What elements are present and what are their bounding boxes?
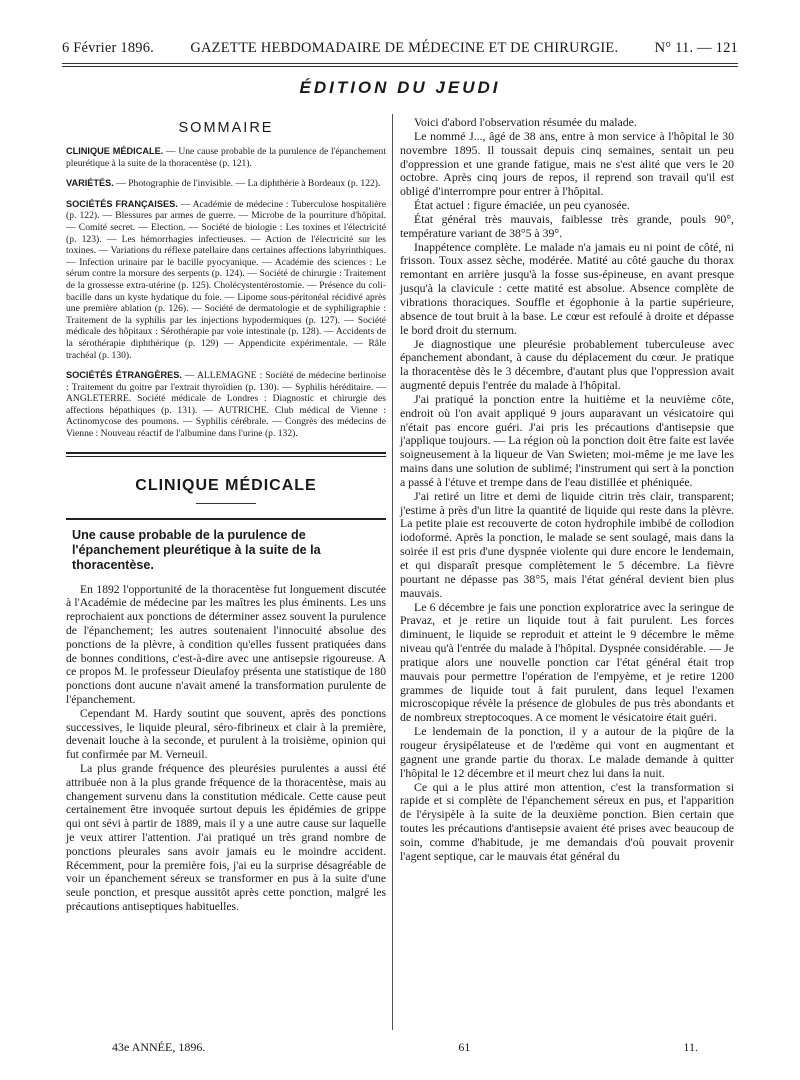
header-rule-top [62,63,738,64]
header-date: 6 Février 1896. [62,40,154,56]
header-rule-bottom [62,66,738,67]
footer-page-number: 61 [458,1040,471,1054]
page-footer [62,1040,738,1055]
header-journal-title: GAZETTE HEBDOMADAIRE DE MÉDECINE ET DE CHIRURGIE. [190,40,619,56]
body-paragraph: Ce qui a le plus attiré mon attention, c'est la transformation si rapide et si complète de l'épanchement séreux en pus, et l'apparition de l'érysipèle à la suite de la deuxième ponction. Bien certain que toutes les précautions d'antisepsie avaient été prises avec beaucoup de soin, comme d'habitude, je me demandais d'où pouvait provenir l'agent septique, car le mauvais état général du [400,779,734,863]
header-page-ref: N° 11. — 121 [654,40,738,56]
sommaire-entry [66,199,386,361]
sommaire-entry [66,370,386,440]
sommaire-entry [66,178,386,190]
sommaire-entry-text: — Académie de médecine : Tuberculose hospitalière (p. 122). — Blessures par armes de guerre. — Microbe de la pourriture d'hôpital. — Comité secret. — Election. — Société de biologie : Les toxines et l'électricité (p. 123). — Les hémorrhagies infectieuses. — Action de l'électricité sur les toxines. — Variations du réflexe patellaire dans certaines affections labyrinthiques. — Infection urinaire par le bacille pyocyanique. — Académie des sciences : Le sérum contre la morsure des serpents (p. 124). — Société de chirurgie : Traitement de la grossesse extra-utérine (p. 125). Cholécystentérostomie. — Présence du coli-bacille dans un kyste hydatique du foie. — Lipome sous-péritonéal récidivé après une première ablation (p. 126). — Société de dermatologie et de syphiligraphie : Traitement de la syphilis par les injections hypodermiques (p. 127). — Société médicale des hôpitaux : Sérothérapie par voie intestinale (p. 128). — Accidents de la sérothérapie diphthérique (p. 129) — Appendicite expérimentale. — Râle trachéal (p. 130). [66,198,386,361]
body-paragraph: J'ai retiré un litre et demi de liquide citrin très clair, transparent; j'estime à près d'un litre la quantité de liquide qui reste dans la plèvre. La petite plaie est recouverte de coton hydrophile imbibé de collodion iodoformé. Après la ponction, le malade se sent soulagé, mais dans la soirée il est pris d'une dyspnée violente qui dure encore le lendemain, et qui disparaît presque complètement le 5 décembre. La fièvre pourtant ne dépasse pas 38°5, mais l'état général devient bien plus mauvais. [400,488,734,600]
right-column [400,116,734,864]
body-paragraph: Le lendemain de la ponction, il y a autour de la piqûre de la rougeur érysipélateuse et de l'œdème qui vont en augmentant et gagnent une grande partie du thorax. Le malade demande à quitter l'hôpital le 12 décembre et il meurt chez lui dans la nuit. [400,724,734,780]
running-header [62,40,738,60]
body-paragraph: Le nommé J..., âgé de 38 ans, entre à mon service à l'hôpital le 30 novembre 1895. Il toussait depuis cinq semaines, sentait un peu d'oppression et une grande fatigue, mais ne s'est alité que vers le 20 octobre. Après cinq jours de repos, il reprend son travail qu'il est obligé d'interrompre pour entrer à l'hôpital. [400,128,734,199]
sommaire-entry-head: SOCIÉTÉS ÉTRANGÈRES. [66,370,182,381]
body-paragraph: Cependant M. Hardy soutint que souvent, après des ponctions successives, le liquide pleural, séro-fibrineux et clair à la première, devenait louche à la seconde, et purulent à la troisième, opinion qui fut confirmée par M. Verneuil. [66,706,386,762]
ornament-rule [196,503,256,504]
sommaire-entry-text: — ALLEMAGNE : Société de médecine berlinoise : Traitement du goitre par l'extrait thyroïdien (p. 130). — Syphilis héréditaire. — ANGLETERRE. Société médicale de Londres : Diagnostic et chirurgie des affections hépathiques (p. 131). — AUTRICHE. Club médical de Vienne : Actinomycose des poumons. — Syphilis cérébrale. — Congrès des médecins de Vienne : Nouveau réactif de l'albumine dans l'urine (p. 132). [66,370,386,440]
sommaire-entry-text: — Photographie de l'invisible. — La diphthérie à Bordeaux (p. 122). [113,178,381,190]
sommaire-entry-text: — Une cause probable de la purulence de l'épanchement pleurétique à la suite de la thoracentèse (p. 121). [66,146,386,169]
article-rule [66,518,386,520]
article-title: Une cause probable de la purulence de l'épanchement pleurétique à la suite de la thoracentèse. [72,527,321,572]
body-paragraph: J'ai pratiqué la ponction entre la huitième et la neuvième côte, endroit où l'on avait appliqué 9 jours auparavant un vésicatoire qui n'était pas encore guéri. J'ai pris les précautions d'antisepsie que j'applique toujours. — La région où la ponction doit être faite est lavée soigneusement à la liqueur de Van Swieten; moi-même je me lave les mains dans une solution de sublimé; l'instrument qui sert à la ponction a passé à l'étuve et trempe dans de l'eau distillée et phéniquée. [400,391,734,489]
left-column [66,116,386,914]
body-paragraph: Inappétence complète. Le malade n'a jamais eu ni point de côté, ni frisson. Toux assez sèche, modérée. Matité au côté gauche du thorax remontant en arrière jusqu'à la fosse sus-épineuse, en avant presque jusqu'à la clavicule : cette matité est absolue. Absence complète de vibrations thoraciques. Souffle et égophonie à la partie supérieure, absence de tout bruit à la base. Le cœur est refoulé à droite et dépasse le bord droit du sternum. [400,239,734,337]
sommaire-entry-head: SOCIÉTÉS FRANÇAISES. [66,198,178,209]
body-paragraph: Voici d'abord l'observation résumée du malade. [414,115,637,129]
body-paragraph: Je diagnostique une pleurésie probablement tuberculeuse avec épanchement abondant, à cause du déplacement du cœur. Je pratique la thoracentèse dès le 3 décembre, d'autant plus que l'oppression avait augmenté depuis l'entrée du malade à l'hôpital. [400,336,734,393]
sommaire-entry-head: VARIÉTÉS. [66,178,114,189]
section-title: CLINIQUE MÉDICALE [135,476,317,494]
sommaire-rule-thin [66,456,386,457]
body-paragraph: État général très mauvais, faiblesse très grande, pouls 90°, température variant de 38°5 à 39°. [400,211,734,240]
sommaire-title: SOMMAIRE [178,120,274,136]
body-paragraph: Le 6 décembre je fais une ponction exploratrice avec la seringue de Pravaz, et je retire un liquide tout à fait purulent. Les forces diminuent, le liquide se reproduit et atteint le 9 décembre le même niveau qu'à l'entrée du malade à l'hôpital. Dyspnée considérable. — Je pratique alors une nouvelle ponction car l'état général était trop mauvais pour permettre l'opération de l'empyème, et je retire 1200 grammes de liquide tout à fait purulent, dans lequel l'examen microscopique révèle la présence de globules de pus très abondants et de nombreux streptocoques. A ce moment le vésicatoire était guéri. [400,599,734,725]
sommaire-entry [66,146,386,169]
column-divider [392,114,393,1030]
sommaire-rule [66,452,386,454]
body-paragraph: État actuel : figure émaciée, un peu cyanosée. [414,198,630,213]
edition-banner: ÉDITION DU JEUDI [299,78,501,97]
footer-issue: 11. [683,1040,698,1054]
sommaire-entry-head: CLINIQUE MÉDICALE. [66,146,164,156]
footer-year: 43e ANNÉE, 1896. [112,1040,206,1054]
body-paragraph: La plus grande fréquence des pleurésies purulentes a aussi été attribuée non à la plus grande fréquence de la thoracentèse, mais au changement survenu dans la constitution médicale. Cette cause peut certainement être invoquée surtout depuis les épidémies de grippe qui ont sévi à partir de 1889, mais il y a une autre cause sur laquelle je veux attirer l'attention. J'ai pratiqué un très grand nombre de ponctions pleurales sans avoir jamais eu le moindre accident. Récemment, pour la première fois, j'ai eu la surprise désagréable de voir un épanchement séreux se transformer en pus à la suite d'une seule ponction, et presque aussitôt après cette ponction, malgré les précautions antiseptiques habituelles. [66,762,386,913]
body-paragraph: En 1892 l'opportunité de la thoracentèse fut longuement discutée à l'Académie de médecine par les maîtres les plus éminents. Les uns reprochaient aux ponctions de déterminer assez souvent la purulence de l'épanchement; les autres soutenaient l'innocuité absolue des ponctions de la plèvre, à condition qu'elles fussent pratiquées dans de bonnes conditions, c'est-à-dire avec une antisepsie rigoureuse. A ce propos M. le professeur Dieulafoy présenta une statistique de 180 ponctions dont aucune n'avait amené la transformation purulente de l'épanchement. [66,582,386,707]
